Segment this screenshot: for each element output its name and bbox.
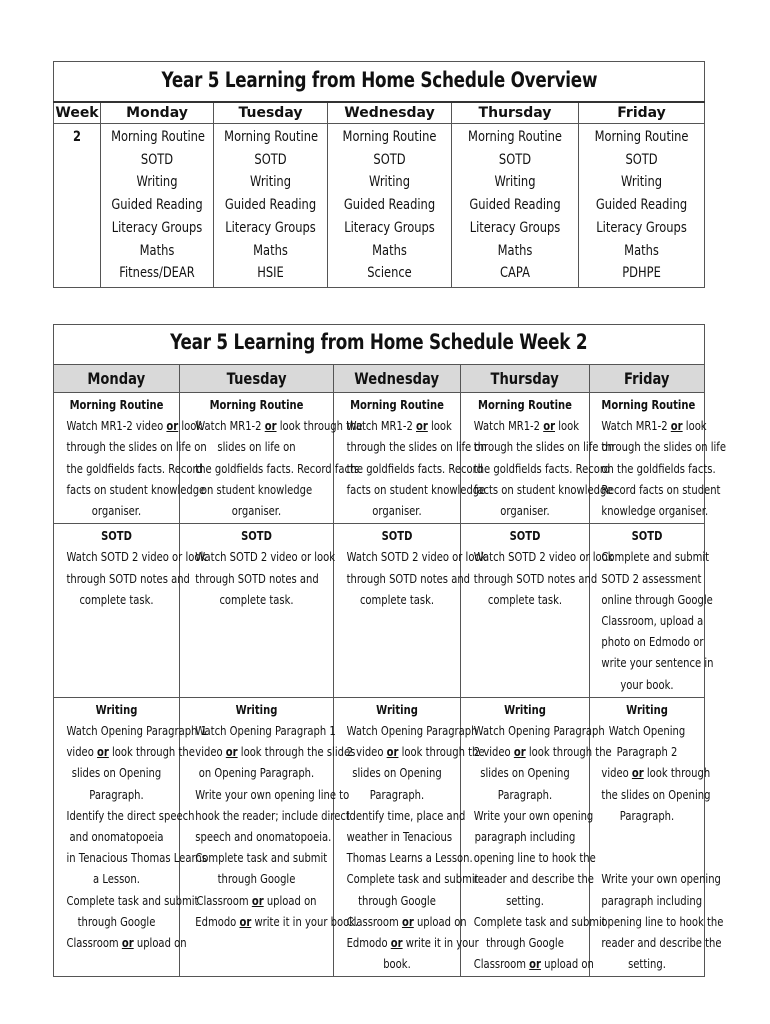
schedule-cell	[334, 697, 485, 977]
cell-text-line: knowledge organiser.	[601, 503, 709, 519]
overview-thursday-cell	[452, 124, 579, 288]
cell-text-line: Classroom or upload on	[196, 892, 317, 908]
cell-text-line: Watch SOTD 2 video or look	[66, 549, 207, 565]
schedule-cell	[334, 393, 487, 524]
cell-text-line: in Tenacious Thomas Learns	[66, 850, 207, 866]
week-header-thursday	[461, 365, 590, 393]
cell-text-line: through Google	[77, 913, 156, 929]
cell-text-line: write your sentence in	[601, 655, 714, 671]
overview-subject: Fitness/DEAR	[119, 265, 195, 282]
cell-text-line: Paragraph.	[89, 786, 144, 802]
cell-text-line: Watch SOTD 2 video or look	[473, 549, 614, 565]
overview-header-week: Week	[54, 102, 101, 124]
overview-subject: Literacy Groups	[111, 219, 203, 236]
cell-heading: SOTD	[631, 528, 663, 544]
cell-text-line: through SOTD notes and	[473, 570, 598, 586]
cell-text-line: Watch MR1-2 or look through the	[195, 418, 363, 434]
cell-text-line: slides on Opening	[480, 765, 570, 781]
cell-text-line: video or look through the slides	[195, 744, 356, 760]
overview-subject: Literacy Groups	[596, 219, 687, 236]
overview-subject: Literacy Groups	[225, 219, 316, 236]
week-header-friday-label: Friday	[624, 369, 670, 388]
cell-text-line: Classroom or upload on	[473, 956, 594, 972]
cell-text-line: Watch SOTD 2 video or look	[346, 549, 487, 565]
overview-subject: SOTD	[498, 151, 532, 168]
cell-text-line: Watch Opening Paragraph	[346, 723, 478, 739]
cell-text-line: video or look through the	[66, 744, 195, 760]
cell-text-line: Classroom or upload on	[346, 913, 467, 929]
cell-text-line: facts on student knowledge	[346, 481, 486, 497]
overview-table	[53, 61, 705, 288]
cell-text-line: Paragraph 2	[616, 744, 678, 760]
cell-text-line: Complete task and submit	[195, 850, 328, 866]
overview-subject: Maths	[139, 242, 175, 259]
cell-text-line: Thomas Learns a Lesson.	[346, 850, 473, 866]
cell-text-line: Write your own opening line to	[195, 786, 350, 802]
overview-subject: Guided Reading	[469, 197, 561, 214]
cell-text-line: Paragraph.	[369, 786, 425, 802]
overview-subject: CAPA	[500, 265, 530, 282]
schedule-cell	[180, 697, 359, 977]
cell-text-line: setting.	[628, 956, 666, 972]
week-header-wednesday	[334, 365, 461, 393]
cell-text-line: on student knowledge	[200, 481, 313, 497]
cell-text-line: hook the reader; include direct	[195, 807, 350, 823]
cell-heading: SOTD	[101, 528, 132, 544]
cell-text-line: through SOTD notes and	[195, 570, 319, 586]
cell-text-line: Complete task and submit	[66, 892, 199, 908]
overview-header-wednesday: Wednesday	[328, 102, 452, 124]
cell-text-line: the goldfields facts. Record	[473, 460, 611, 476]
cell-text-line: reader and describe the	[473, 871, 594, 887]
overview-subject: Writing	[136, 174, 178, 191]
overview-tuesday-cell	[214, 124, 328, 288]
overview-subject: Maths	[253, 242, 288, 259]
overview-subject: SOTD	[373, 151, 406, 168]
cell-text-line: speech and onomatopoeia.	[195, 829, 332, 845]
overview-subject: Writing	[369, 174, 410, 191]
cell-text-line: the slides on Opening	[601, 786, 711, 802]
schedule-row	[54, 524, 705, 698]
week-title-cell	[54, 325, 705, 365]
cell-text-line: photo on Edmodo or	[601, 634, 704, 650]
week-header-wednesday-label: Wednesday	[354, 369, 440, 388]
overview-subject: Literacy Groups	[469, 219, 561, 236]
cell-heading: Writing	[95, 701, 138, 717]
cell-heading: Morning Routine	[478, 397, 572, 412]
overview-friday-cell	[579, 124, 705, 288]
cell-text-line: facts on student knowledge	[473, 481, 613, 497]
overview-subject: Literacy Groups	[344, 219, 435, 236]
cell-text-line: Complete and submit	[601, 549, 710, 565]
overview-subject: Morning Routine	[594, 129, 689, 145]
schedule-cell	[590, 524, 714, 698]
cell-text-line: weather in Tenacious	[346, 829, 453, 845]
cell-text-line: Edmodo or write it in your	[346, 935, 479, 951]
cell-text-line: through SOTD notes and	[346, 570, 471, 586]
cell-text-line: through SOTD notes and	[66, 570, 190, 586]
week-header-thursday-label: Thursday	[490, 369, 560, 388]
overview-subject: Guided Reading	[224, 197, 317, 214]
overview-header-tuesday: Tuesday	[214, 102, 328, 124]
schedule-cell	[54, 393, 207, 524]
cell-text-line: through the slides on life	[601, 439, 726, 455]
cell-text-line: paragraph including	[474, 829, 576, 845]
cell-text-line: Watch MR1-2 or look	[473, 418, 579, 434]
cell-text-line: 2 video or look through the	[473, 744, 612, 760]
cell-text-line: your book.	[620, 676, 674, 692]
week-number-text: 2	[73, 129, 81, 145]
cell-heading: Writing	[235, 701, 278, 717]
overview-subject: Morning Routine	[111, 129, 205, 145]
overview-header-thursday: Thursday	[452, 102, 579, 124]
cell-heading: Morning Routine	[350, 397, 444, 412]
cell-text-line: complete task.	[487, 591, 563, 607]
overview-subject: SOTD	[254, 151, 287, 168]
cell-text-line: organiser.	[372, 503, 422, 519]
schedule-cell	[54, 524, 207, 698]
overview-header-monday: Monday	[101, 102, 214, 124]
cell-text-line: setting.	[506, 892, 544, 908]
cell-text-line: complete task.	[79, 591, 154, 607]
cell-text-line: the goldfields facts. Record	[346, 460, 483, 476]
schedule-cell	[334, 524, 487, 698]
cell-text-line: Watch MR1-2 or look	[601, 418, 707, 434]
cell-text-line: Watch Opening Paragraph 1	[66, 723, 207, 739]
cell-text-line: organiser.	[91, 503, 142, 519]
overview-subject: Maths	[497, 242, 533, 259]
week-schedule-body	[54, 393, 726, 977]
cell-text-line: SOTD 2 assessment	[601, 570, 702, 586]
overview-subject: Guided Reading	[595, 197, 688, 214]
cell-text-line: Write your own opening	[473, 807, 594, 823]
cell-text-line: opening line to hook the	[601, 913, 724, 929]
cell-text-line: through Google	[486, 935, 564, 951]
overview-subject: Guided Reading	[111, 197, 203, 214]
cell-text-line: through the slides on life on	[473, 439, 615, 455]
overview-subject: Morning Routine	[224, 129, 319, 145]
cell-text-line: Complete task and submit	[473, 913, 606, 929]
cell-text-line: Write your own opening	[601, 871, 721, 887]
cell-text-line: through Google	[358, 892, 436, 908]
schedule-cell	[461, 697, 612, 977]
overview-subject: PDHPE	[622, 265, 661, 282]
cell-heading: SOTD	[241, 528, 272, 544]
overview-monday-cell	[101, 124, 214, 288]
schedule-cell	[54, 697, 207, 977]
cell-text-line: Identify time, place and	[346, 807, 466, 823]
cell-text-line: Record facts on student	[601, 481, 721, 497]
cell-text-line: paragraph including	[601, 892, 703, 908]
cell-text-line: on Opening Paragraph.	[198, 765, 315, 781]
week-header-tuesday	[180, 365, 334, 393]
cell-text-line: on the goldfields facts.	[601, 460, 716, 476]
cell-text-line: a Lesson.	[93, 871, 140, 887]
week-header-monday	[54, 365, 180, 393]
schedule-row	[54, 697, 705, 977]
cell-heading: SOTD	[381, 528, 413, 544]
cell-text-line: Watch MR1-2 video or look	[66, 418, 203, 434]
overview-subject: Writing	[250, 174, 291, 191]
week-header-friday	[590, 365, 705, 393]
overview-subject: HSIE	[257, 265, 284, 282]
cell-heading: Morning Routine	[69, 397, 164, 412]
schedule-row	[54, 393, 705, 524]
overview-subject: SOTD	[625, 151, 658, 168]
cell-text-line: complete task.	[219, 591, 294, 607]
cell-text-line: online through Google	[601, 591, 713, 607]
cell-text-line: Watch Opening Paragraph	[473, 723, 605, 739]
overview-subject: Maths	[372, 242, 407, 259]
cell-heading: Writing	[626, 701, 668, 717]
cell-heading: Morning Routine	[601, 397, 696, 412]
cell-text-line: slides on Opening	[71, 765, 162, 781]
cell-text-line: book.	[383, 956, 411, 972]
cell-heading: Morning Routine	[209, 397, 304, 412]
cell-text-line: Edmodo or write it in your book.	[195, 913, 359, 929]
cell-text-line: Watch MR1-2 or look	[346, 418, 452, 434]
cell-text-line: the goldfields facts. Record	[66, 460, 203, 476]
week-title: Year 5 Learning from Home Schedule Week 2	[170, 330, 588, 355]
week-header-tuesday-label: Tuesday	[226, 369, 287, 388]
cell-heading: Writing	[504, 701, 546, 717]
overview-title: Year 5 Learning from Home Schedule Overview	[161, 67, 597, 92]
schedule-cell	[180, 393, 363, 524]
cell-text-line: Watch Opening	[608, 723, 686, 739]
cell-text-line: video or look through	[601, 765, 711, 781]
cell-text-line: the goldfields facts. Record facts	[195, 460, 360, 476]
cell-text-line: Identify the direct speech	[66, 807, 195, 823]
cell-text-line: Watch Opening Paragraph 1	[195, 723, 336, 739]
schedule-cell	[461, 524, 614, 698]
cell-text-line: Paragraph.	[619, 807, 675, 823]
cell-text-line: and onomatopoeia	[69, 829, 164, 845]
week-header-monday-label: Monday	[87, 369, 146, 388]
overview-subject: Morning Routine	[342, 129, 437, 145]
overview-subject: Guided Reading	[343, 197, 436, 214]
cell-text-line: slides on Opening	[352, 765, 442, 781]
cell-text-line: Paragraph.	[497, 786, 553, 802]
cell-text-line: through the slides on life on	[346, 439, 487, 455]
cell-heading: Writing	[376, 701, 418, 717]
cell-text-line: organiser.	[500, 503, 550, 519]
overview-subject: SOTD	[140, 151, 174, 168]
schedule-cell	[590, 393, 726, 524]
cell-text-line: reader and describe the	[601, 935, 722, 951]
cell-text-line: facts on student knowledge	[66, 481, 206, 497]
cell-text-line: opening line to hook the	[473, 850, 596, 866]
overview-wednesday-cell	[328, 124, 452, 288]
cell-text-line: 2 video or look through the	[346, 744, 485, 760]
cell-text-line: Watch SOTD 2 video or look	[195, 549, 336, 565]
cell-text-line: slides on life on	[217, 439, 296, 455]
schedule-cell	[180, 524, 334, 698]
schedule-cell	[590, 697, 724, 977]
cell-text-line: Classroom, upload a	[601, 613, 704, 629]
cell-heading: SOTD	[509, 528, 541, 544]
cell-text-line	[590, 826, 704, 847]
cell-text-line: Classroom or upload on	[66, 935, 187, 951]
cell-text-line: complete task.	[359, 591, 435, 607]
overview-subject: Writing	[621, 174, 663, 191]
overview-header-friday: Friday	[579, 102, 705, 124]
cell-text-line: through Google	[217, 871, 296, 887]
overview-subject: Maths	[624, 242, 659, 259]
overview-subject: Writing	[494, 174, 536, 191]
overview-row	[54, 124, 705, 288]
cell-text-line: through the slides on life on	[66, 439, 207, 455]
overview-subject: Science	[367, 265, 412, 282]
week-schedule-table	[53, 324, 726, 977]
cell-text-line	[590, 847, 704, 868]
cell-text-line: organiser.	[231, 503, 282, 519]
overview-title-cell	[54, 62, 705, 103]
overview-week-number	[54, 124, 101, 288]
cell-text-line: Complete task and submit	[346, 871, 479, 887]
overview-subject: Morning Routine	[468, 129, 562, 145]
schedule-cell	[461, 393, 615, 524]
